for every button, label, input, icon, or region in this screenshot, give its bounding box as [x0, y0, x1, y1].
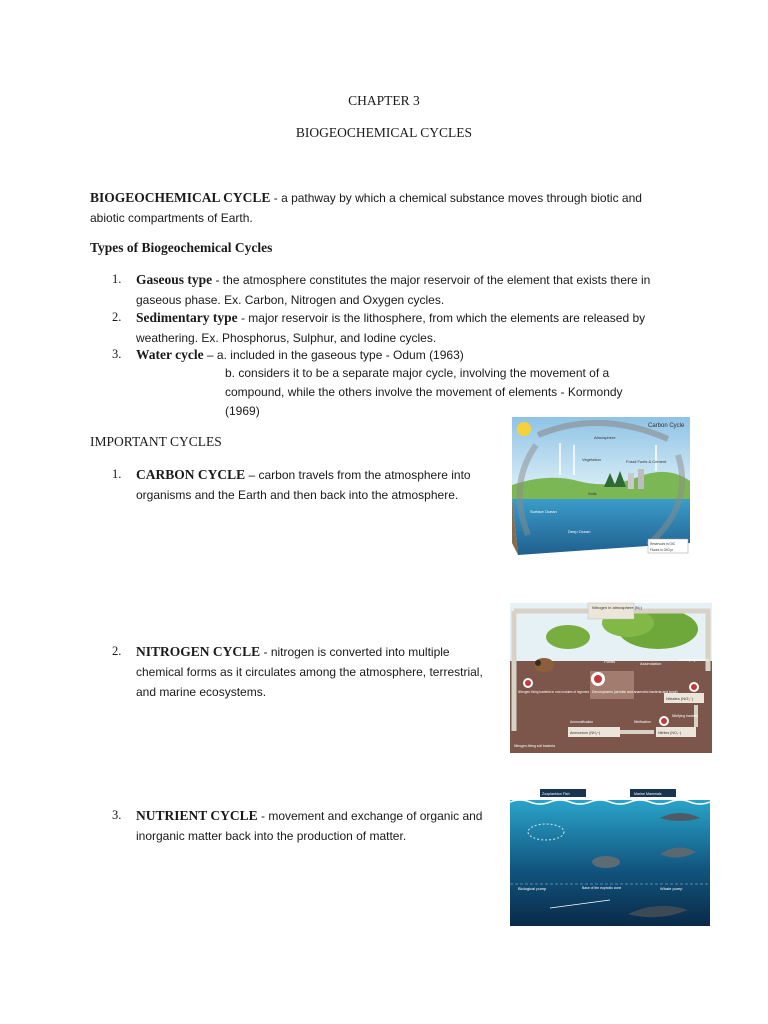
- svg-text:Nitrates (NO₃⁻): Nitrates (NO₃⁻): [666, 696, 694, 701]
- svg-text:Nitrites (NO₂⁻): Nitrites (NO₂⁻): [658, 731, 682, 735]
- list-text: - major reservoir is the lithosphere, from which the elements are released by weathering. Ex. Phosphorus, Sulphur, and Iodine cycles.: [136, 311, 646, 345]
- list-number: 2.: [112, 644, 122, 658]
- list-number: 2.: [112, 310, 122, 324]
- list-text: – carbon travels from the atmosphere into organisms and the Earth and then back into the atmosphere.: [136, 468, 471, 502]
- svg-text:Carbon Cycle: Carbon Cycle: [648, 423, 685, 429]
- water-cycle-note-b: b. considers it to be a separate major cycle, involving the movement of a compound, while the others involve the movement of elements - Kormondy (1969): [225, 366, 623, 418]
- list-term: Water cycle: [136, 347, 204, 362]
- sun-icon: [517, 422, 531, 436]
- important-heading: IMPORTANT CYCLES: [90, 434, 222, 449]
- list-text: - the atmosphere constitutes the major reservoir of the element that exists there in gaseous phase. Ex. Carbon, Nitrogen and Oxygen cycles.: [136, 273, 651, 307]
- svg-text:Vegetation: Vegetation: [582, 457, 601, 462]
- svg-text:Marine Mammals: Marine Mammals: [634, 792, 662, 796]
- svg-text:Reservoirs in GtC: Reservoirs in GtC: [650, 542, 676, 546]
- list-text: - movement and exchange of organic and inorganic matter back into the production of matter.: [136, 809, 483, 843]
- svg-text:Fossil Fuels & Cement: Fossil Fuels & Cement: [626, 459, 667, 464]
- definition-text: - a pathway by which a chemical substance moves through biotic and abiotic compartments of Earth.: [90, 191, 642, 225]
- list-term: NUTRIENT CYCLE: [136, 808, 258, 823]
- svg-text:Deep Ocean: Deep Ocean: [568, 529, 591, 534]
- list-term: Gaseous type: [136, 272, 213, 287]
- svg-text:Decomposers (aerobic and anaer: Decomposers (aerobic and anaerobic bacteria and fungi): [592, 690, 678, 694]
- svg-text:Base of the euphotic zone: Base of the euphotic zone: [582, 886, 622, 890]
- svg-text:Biological pump: Biological pump: [518, 886, 547, 891]
- list-number: 1.: [112, 272, 122, 286]
- page-title: BIOGEOCHEMICAL CYCLES: [295, 125, 473, 140]
- svg-text:Surface Ocean: Surface Ocean: [530, 509, 557, 514]
- types-heading: Types of Biogeochemical Cycles: [90, 240, 273, 255]
- list-term: CARBON CYCLE: [136, 467, 246, 482]
- svg-text:Atmosphere: Atmosphere: [594, 435, 616, 440]
- definition-paragraph: [90, 188, 670, 228]
- list-term: NITROGEN CYCLE: [136, 644, 261, 659]
- svg-text:Zooplankton Fish: Zooplankton Fish: [542, 792, 570, 796]
- svg-text:Nitrification: Nitrification: [634, 720, 651, 724]
- svg-text:Plants: Plants: [604, 659, 616, 664]
- nitrogen-cycle-figure: [508, 601, 714, 753]
- svg-text:Denitrifying bacteria: Denitrifying bacteria: [678, 658, 709, 662]
- definition-term: BIOGEOCHEMICAL CYCLE: [90, 190, 271, 205]
- svg-text:Assimilation: Assimilation: [640, 661, 662, 666]
- list-term: Sedimentary type: [136, 310, 238, 325]
- list-text: - nitrogen is converted into multiple chemical forms as it circulates among the atmosphere, terrestrial, and marine ecosystems.: [136, 645, 483, 699]
- svg-text:Whale pump: Whale pump: [660, 886, 683, 891]
- carbon-cycle-figure: [508, 415, 692, 557]
- list-text: – a. included in the gaseous type - Odum (1963): [203, 348, 464, 362]
- list-number: 1.: [112, 467, 122, 481]
- list-number: 3.: [112, 808, 122, 822]
- svg-text:Nitrogen-fixing bacteria in ro: Nitrogen-fixing bacteria in root nodules of legumes: [518, 690, 590, 694]
- nutrient-cycle-figure: [510, 788, 710, 926]
- chapter-label: CHAPTER 3: [348, 93, 420, 108]
- svg-text:Nitrifying bacteria: Nitrifying bacteria: [672, 714, 699, 718]
- svg-text:Soils: Soils: [588, 491, 597, 496]
- svg-text:Ammonification: Ammonification: [570, 720, 594, 724]
- svg-text:Ammonium (NH₄⁺): Ammonium (NH₄⁺): [570, 731, 601, 735]
- svg-text:Nitrogen in atmosphere (N₂): Nitrogen in atmosphere (N₂): [592, 605, 642, 610]
- svg-text:Nitrogen-fixing soil bacteria: Nitrogen-fixing soil bacteria: [514, 744, 555, 748]
- list-number: 3.: [112, 347, 122, 361]
- svg-text:Fluxes in GtC/yr: Fluxes in GtC/yr: [650, 548, 673, 552]
